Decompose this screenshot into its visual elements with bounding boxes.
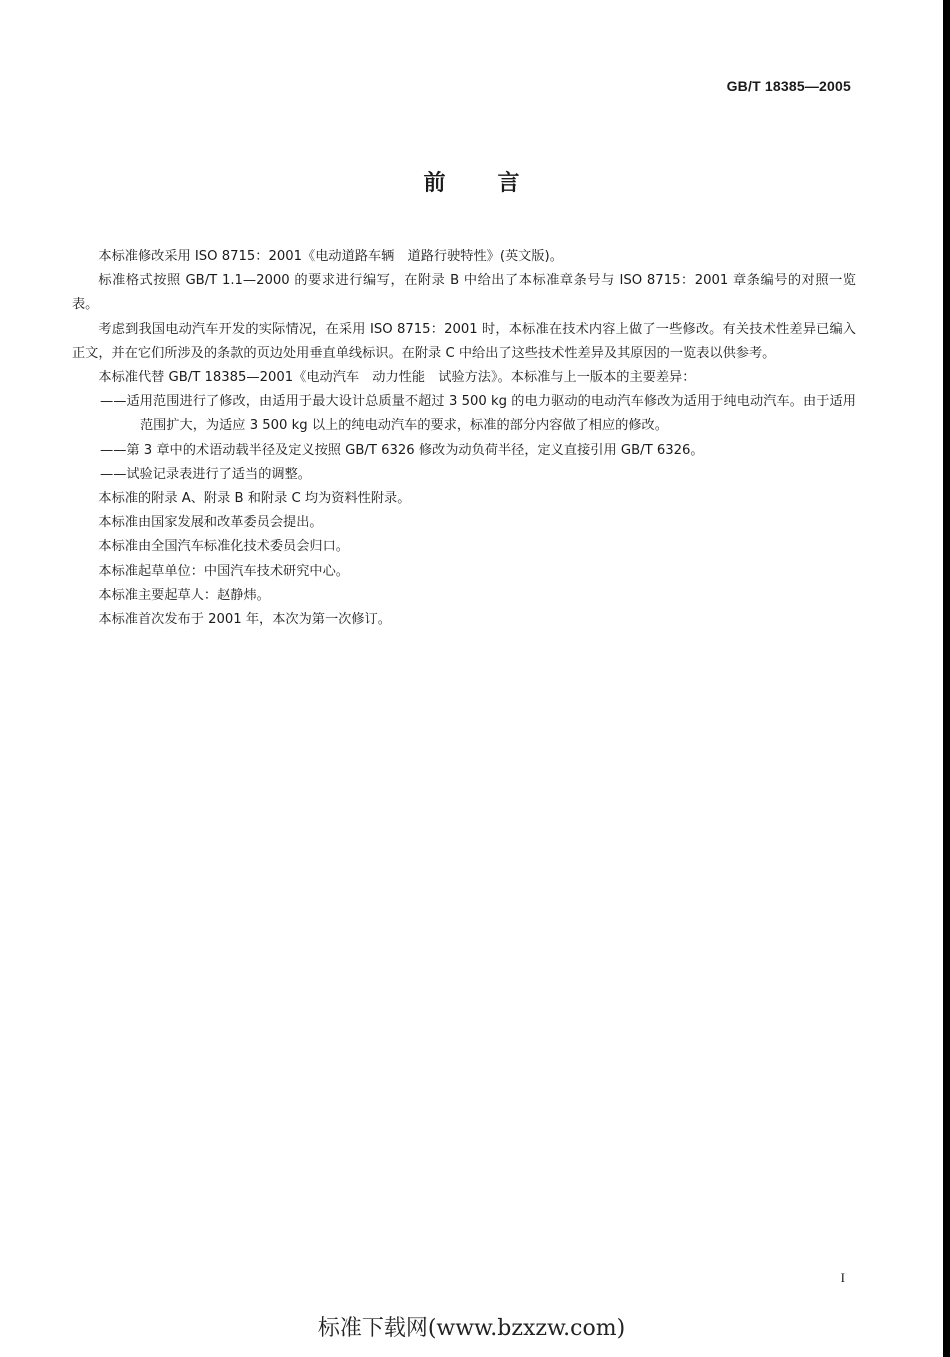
paragraph: 本标准修改采用 ISO 8715：2001《电动道路车辆 道路行驶特性》(英文版)。 <box>98 249 563 264</box>
closing-line: 本标准起草单位：中国汽车技术研究中心。 <box>98 563 349 579</box>
closing-line: 本标准由国家发展和改革委员会提出。 <box>98 515 323 531</box>
closing-line: 本标准主要起草人：赵静炜。 <box>98 587 270 603</box>
closing-line: 本标准的附录 A、附录 B 和附录 C 均为资料性附录。 <box>98 491 411 507</box>
standard-number: GB/T 18385—2005 <box>726 78 851 94</box>
page-number: I <box>840 1270 845 1285</box>
closing-line: 本标准由全国汽车标准化技术委员会归口。 <box>98 539 349 555</box>
paragraph: 考虑到我国电动汽车开发的实际情况，在采用 ISO 8715：2001 时，本标准在技术内容上做了一些修改。有关技术性差异已编入正文，并在它们所涉及的条款的页边处用垂直单线标识。在附录 C 中给出了这些技术性差异及其原因的一览表以供参考。 <box>72 321 856 361</box>
difference-item: ——第 3 章中的术语动载半径及定义按照 GB/T 6326 修改为动负荷半径，定义直接引用 GB/T 6326。 <box>100 442 704 458</box>
difference-item: ——适用范围进行了修改，由适用于最大设计总质量不超过 3 500 kg 的电力驱动的电动汽车修改为适用于纯电动汽车。由于适用范围扩大，为适应 3 500 kg 以上的纯电动汽车的要求，标准的部分内容做了相应的修改。 <box>100 394 856 434</box>
closing-line: 本标准首次发布于 2001 年，本次为第一次修订。 <box>98 612 391 628</box>
difference-item: ——试验记录表进行了适当的调整。 <box>100 466 311 482</box>
foreword-body <box>72 245 856 632</box>
page-title: 前言 <box>423 171 572 196</box>
paragraph: 标准格式按照 GB/T 1.1—2000 的要求进行编写，在附录 B 中给出了本标准章条号与 ISO 8715：2001 章条编号的对照一览表。 <box>72 273 856 313</box>
watermark-link[interactable]: 标准下载网(www.bzxzw.com) <box>317 1316 626 1341</box>
paragraph: 本标准代替 GB/T 18385—2001《电动汽车 动力性能 试验方法》。本标准与上一版本的主要差异： <box>98 370 696 386</box>
